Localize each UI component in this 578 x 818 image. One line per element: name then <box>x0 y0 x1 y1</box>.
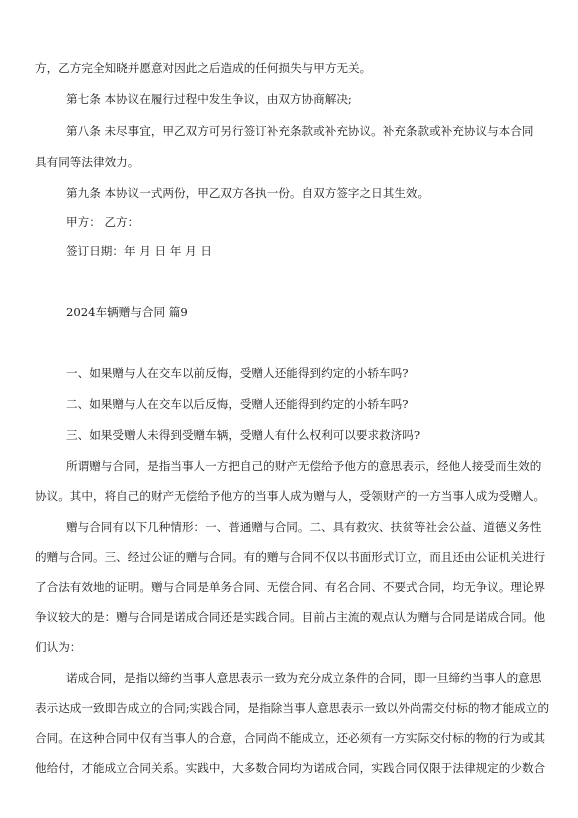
section-title: 2024车辆赠与合同 篇9 <box>66 305 188 319</box>
paragraph-line: 诺成合同，是指以缔约当事人意思表示一致为充分成立条件的合同，即一旦缔约当事人的意思 <box>66 671 542 685</box>
article-8-line-1: 第八条 未尽事宜，甲乙双方可另行签订补充条款或补充协议。补充条款或补充协议与本合同 <box>66 124 534 138</box>
article-7: 第七条 本协议在履行过程中发生争议，由双方协商解决; <box>66 92 352 106</box>
article-8-line-2: 具有同等法律效力。 <box>35 155 140 169</box>
paragraph-line: 协议。其中，将自己的财产无偿给予他方的当事人成为赠与人，受领财产的一方当事人成为受赠人。 <box>35 489 546 503</box>
signing-date-line: 签订日期：年 月 日 年 月 日 <box>66 244 212 258</box>
paragraph-line: 合同。在这种合同中仅有当事人的合意，合同尚不能成立，还必须有一方实际交付标的物的行为或其 <box>35 731 546 745</box>
paragraph-line: 争议较大的是：赠与合同是诺成合同还是实践合同。目前占主流的观点认为赠与合同是诺成合同。他 <box>35 610 546 624</box>
paragraph-line: 表示达成一致即告成立的合同;实践合同，是指除当事人意思表示一致以外尚需交付标的物才能成立的 <box>35 701 550 715</box>
paragraph-line: 方，乙方完全知晓并愿意对因此之后造成的任何损失与甲方无关。 <box>35 61 372 75</box>
paragraph-line: 所谓赠与合同，是指当事人一方把自己的财产无偿给予他方的意思表示，经他人接受而生效的 <box>66 459 542 473</box>
question-1: 一、如果赠与人在交车以前反悔，受赠人还能得到约定的小轿车吗? <box>66 366 409 380</box>
article-9: 第九条 本协议一式两份，甲乙双方各执一份。自双方签字之日其生效。 <box>66 186 430 200</box>
paragraph-line: 了合法有效地的证明。赠与合同是单务合同、无偿合同、有名合同、不要式合同，均无争议。理论界 <box>35 580 546 594</box>
question-2: 二、如果赠与人在交车以后反悔，受赠人还能得到约定的小轿车吗? <box>66 397 409 411</box>
paragraph-line: 赠与合同有以下几种情形：一、普通赠与合同。二、具有救灾、扶贫等社会公益、道德义务性 <box>66 520 542 534</box>
paragraph-line: 的赠与合同。三、经过公证的赠与合同。有的赠与合同不仅以书面形式订立，而且还由公证机关进行 <box>35 550 546 564</box>
parties-signature-line: 甲方： 乙方： <box>66 215 140 229</box>
paragraph-line: 他给付，才能成立合同关系。实践中，大多数合同均为诺成合同，实践合同仅限于法律规定的少数合 <box>35 761 546 775</box>
question-3: 三、如果受赠人未得到受赠车辆，受赠人有什么权利可以要求救济吗? <box>66 428 421 442</box>
paragraph-line: 们认为： <box>35 640 82 654</box>
